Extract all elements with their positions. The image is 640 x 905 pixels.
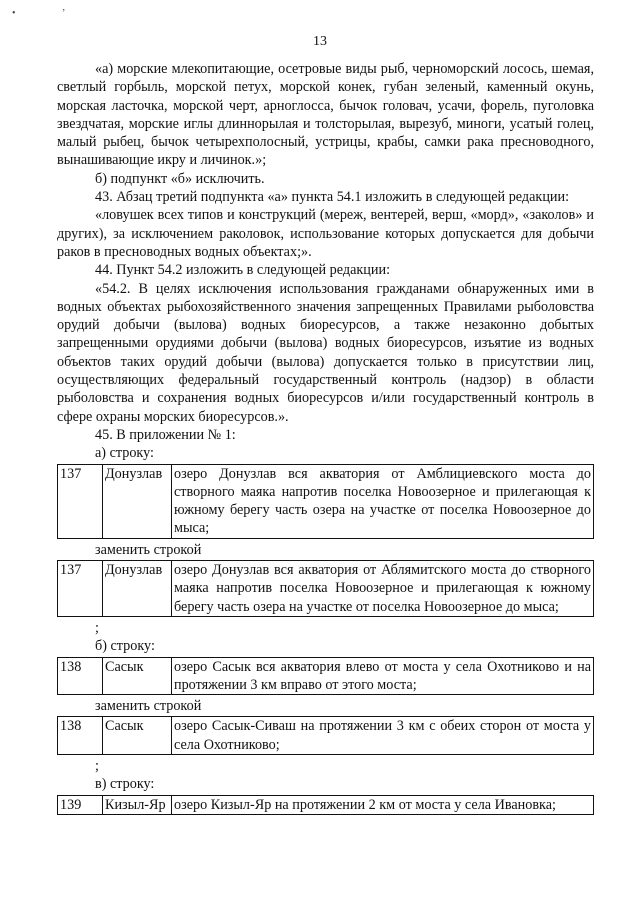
section-a-new-row-table xyxy=(57,560,594,617)
row-number: 137 xyxy=(58,464,103,538)
table-row xyxy=(58,717,594,755)
section-a-end: ; xyxy=(95,619,99,636)
section-b-label: б) строку: xyxy=(95,638,155,655)
row-description: озеро Донузлав вся акватория от Амблициевского моста до створного маяка напротив поселка Новоозерное и прилегающая к южному берегу часть озера на участке от поселка Новоозерное до мыса; xyxy=(172,464,594,538)
paragraph-44: 44. Пункт 54.2 изложить в следующей редакции: xyxy=(95,262,391,279)
paragraph-43: 43. Абзац третий подпункта «а» пункта 54.1 изложить в следующей редакции: xyxy=(95,189,570,206)
row-description: озеро Сасык-Сиваш на протяжении 3 км с обеих сторон от моста у села Охотниково; xyxy=(172,717,594,755)
paragraph-subpoint-b: б) подпункт «б» исключить. xyxy=(95,170,265,187)
section-c-old-row-table xyxy=(57,795,594,815)
row-number: 138 xyxy=(58,657,103,695)
document-body xyxy=(57,60,594,817)
row-water-body: Кизыл-Яр xyxy=(103,795,172,814)
section-b-old-row-table xyxy=(57,657,594,696)
table-row xyxy=(58,795,594,814)
section-b-end: ; xyxy=(95,757,99,774)
row-water-body: Донузлав xyxy=(103,464,172,538)
section-a-old-row-table xyxy=(57,464,594,539)
row-number: 137 xyxy=(58,561,103,617)
section-c-label: в) строку: xyxy=(95,776,155,793)
section-b-replace-label: заменить строкой xyxy=(95,698,202,715)
row-water-body: Донузлав xyxy=(103,561,172,617)
paragraph-traps: «ловушек всех типов и конструкций (мереж, вентерей, верш, «морд», «заколов» и других), за исключением раколовок, использование которых допускается для добычи раков в пресноводных водных объектах;». xyxy=(57,207,594,260)
page-number: 13 xyxy=(313,34,327,49)
section-b-new-row-table xyxy=(57,716,594,755)
row-description: озеро Сасык вся акватория влево от моста у села Охотниково и на протяжении 3 км вправо от этого моста; xyxy=(172,657,594,695)
table-row xyxy=(58,657,594,695)
row-water-body: Сасык xyxy=(103,717,172,755)
row-number: 139 xyxy=(58,795,103,814)
scan-marks: • ’ xyxy=(12,8,88,19)
row-description: озеро Кизыл-Яр на протяжении 2 км от моста у села Ивановка; xyxy=(172,795,594,814)
row-number: 138 xyxy=(58,717,103,755)
row-water-body: Сасык xyxy=(103,657,172,695)
section-a-label: а) строку: xyxy=(95,445,154,462)
table-row xyxy=(58,561,594,617)
row-description: озеро Донузлав вся акватория от Аблямитского моста до створного маяка напротив поселка Новоозерное и прилегающая к южному берегу часть озера на участке от поселка Новоозерное до мыса; xyxy=(172,561,594,617)
paragraph-45: 45. В приложении № 1: xyxy=(95,426,236,443)
paragraph-fish-list: «а) морские млекопитающие, осетровые виды рыб, черноморский лосось, шемая, светлый горбыль, морской петух, морской конек, губан зеленый, каменный окунь, морская ласточка, морской черт, арноглосса, бычок головач, усачи, форель, пуголовка звездчатая, морские иглы длиннорылая и толсторылая, вырезуб, миноги, усатый голец, малый рыбец, бычок четырехполосный, устрицы, крабы, самки рака пресноводного, вынашивающие икру и личинок.»; xyxy=(57,61,594,169)
paragraph-54-2: «54.2. В целях исключения использования гражданами обнаруженных ими в водных объектах рыбохозяйственного значения запрещенных Правилами рыболовства орудий добычи (вылова) водных биоресурсов, а также незаконно добытых запрещенными орудиями добычи (вылова) водных биоресурсов, изъятие из водных объектов таких орудий добычи (вылова) допускается только в присутствии лиц, осуществляющих федеральный государственный контроль (надзор) в области рыболовства и сохранения водных биоресурсов и/или государственный контроль в сфере охраны морских биоресурсов.». xyxy=(57,280,594,425)
table-row xyxy=(58,464,594,538)
section-a-replace-label: заменить строкой xyxy=(95,541,202,558)
